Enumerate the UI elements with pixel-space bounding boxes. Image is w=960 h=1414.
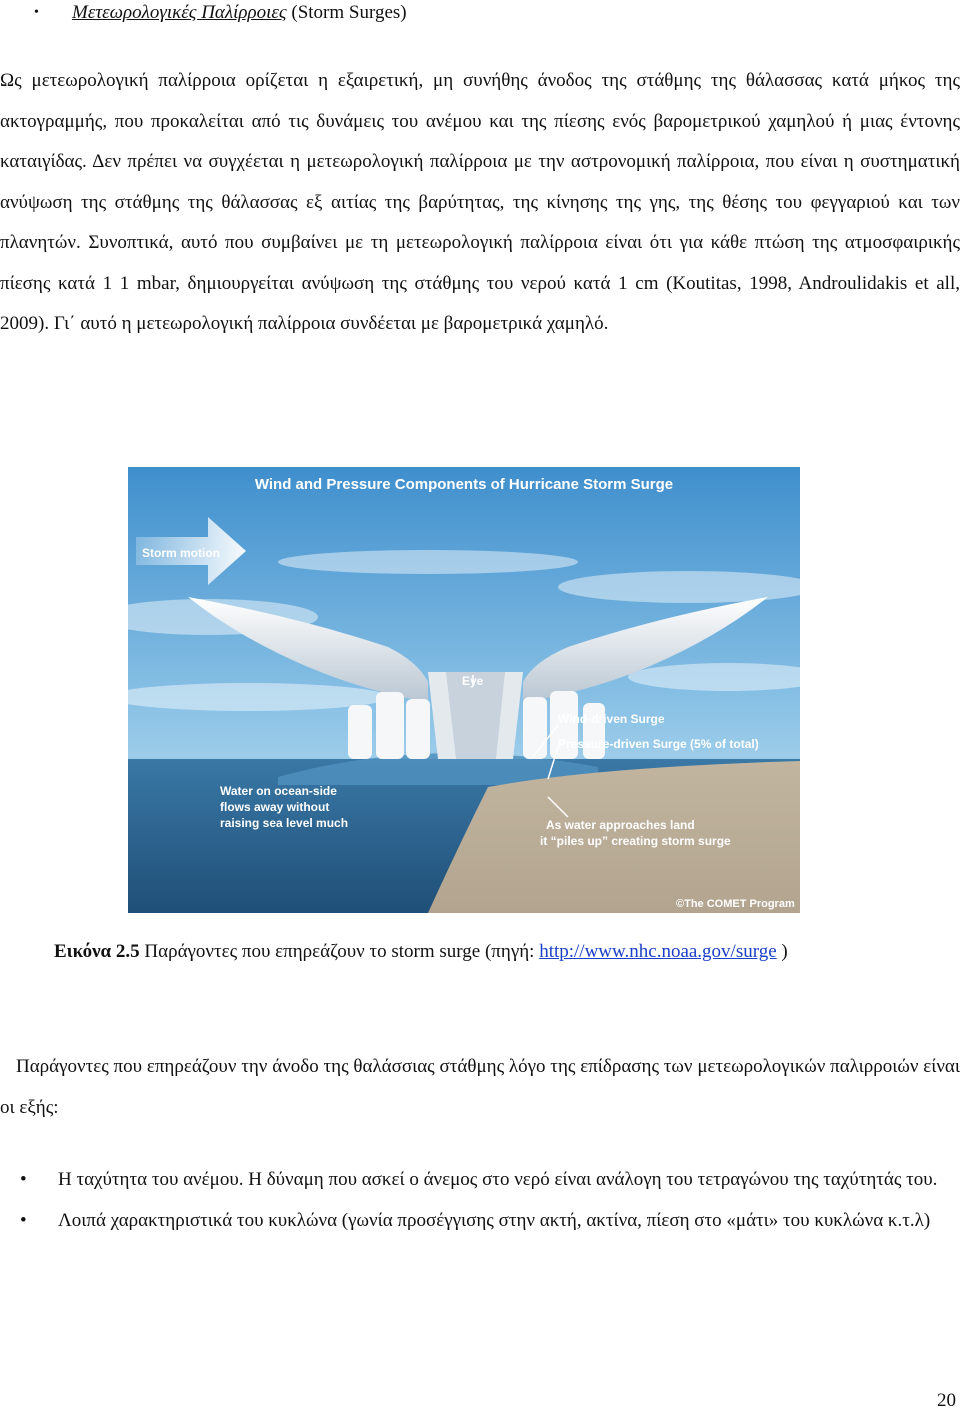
bullet-mark: • [20, 1169, 27, 1190]
factors-list [0, 1160, 960, 1241]
list-item [0, 1201, 960, 1242]
wind-driven-label: Wind-driven Surge [558, 712, 665, 726]
storm-motion-label: Storm motion [142, 546, 220, 560]
heading-bullet: • [34, 5, 39, 20]
heading-title [72, 0, 407, 26]
land-line-2: it “piles up” creating storm surge [540, 834, 731, 848]
section-heading [0, 0, 960, 26]
factors-paragraph: Παράγοντες που επηρεάζουν την άνοδο της θαλάσσιας στάθμης λόγο της επίδρασης των μετεωρολογικών παλιρροιών είναι οι εξής: [0, 1056, 960, 1118]
caption-label: Εικόνα 2.5 [54, 941, 140, 962]
list-item-text: Λοιπά χαρακτηριστικά του κυκλώνα (γωνία προσέγγισης στην ακτή, ακτίνα, πίεση στο «μάτι» του κυκλώνα κ.τ.λ) [58, 1209, 931, 1231]
figure-credit: ©The COMET Program [676, 898, 795, 910]
list-item-text: Η ταχύτητα του ανέμου. Η δύναμη που ασκεί ο άνεμος στο νερό είναι ανάλογη του τετραγώνου της ταχύτητάς του. [58, 1169, 938, 1190]
ocean-side-line-3: raising sea level much [220, 816, 349, 830]
caption-source-link[interactable]: http://www.nhc.noaa.gov/surge [539, 941, 777, 962]
caption-close: ) [776, 941, 788, 962]
page-number: 20 [937, 1390, 956, 1411]
heading-title-english: (Storm Surges) [291, 2, 407, 23]
intro-paragraph: Ως μετεωρολογική παλίρροια ορίζεται η εξαιρετική, μη συνήθης άνοδος της στάθμης της θάλασσας κατά μήκος της ακτογραμμής, που προκαλείται από τις δυνάμεις του ανέμου και της πίεσης ενός βαρομετρικού χαμηλού ή μιας έντονης καταιγίδας. Δεν πρέπει να συγχέεται η μετεωρολογική παλίρροια με την αστρονομική παλίρροια, που είναι η συστηματική ανύψωση της στάθμης της θάλασσας εξ αιτίας της βαρύτητας, της κίνησης της γης, της θέσης του φεγγαριού και των πλανητών. Συνοπτικά, αυτό που συμβαίνει με τη μετεωρολογική παλίρροια είναι ότι για κάθε πτώση της ατμοσφαιρικής πίεσης κατά 1 1 mbar, δημιουργείται ανύψωση της στάθμης του νερού κατά 1 cm (Koutitas, 1998, Androulidakis et all, 2009). Γι΄ αυτό η μετεωρολογική παλίρροια συνδέεται με βαρομετρικά χαμηλό. [0, 70, 960, 334]
bullet-mark: • [20, 1209, 27, 1231]
caption-text: Παράγοντες που επηρεάζουν το storm surge (πηγή: [139, 941, 540, 962]
storm-surge-figure [128, 467, 800, 913]
heading-title-greek: Μετεωρολογικές Παλίρροιες [72, 2, 287, 23]
ocean-side-line-2: flows away without [220, 800, 330, 814]
figure-title: Wind and Pressure Components of Hurricane Storm Surge [254, 476, 674, 493]
ocean-side-line-1: Water on ocean-side [220, 784, 337, 798]
land-line-1: As water approaches land [546, 818, 695, 832]
eye-label: Eye [462, 674, 484, 688]
list-item [0, 1160, 960, 1201]
pressure-driven-label: Pressure-driven Surge (5% of total) [558, 737, 759, 751]
storm-surge-diagram [128, 467, 800, 913]
figure-caption [54, 938, 954, 966]
